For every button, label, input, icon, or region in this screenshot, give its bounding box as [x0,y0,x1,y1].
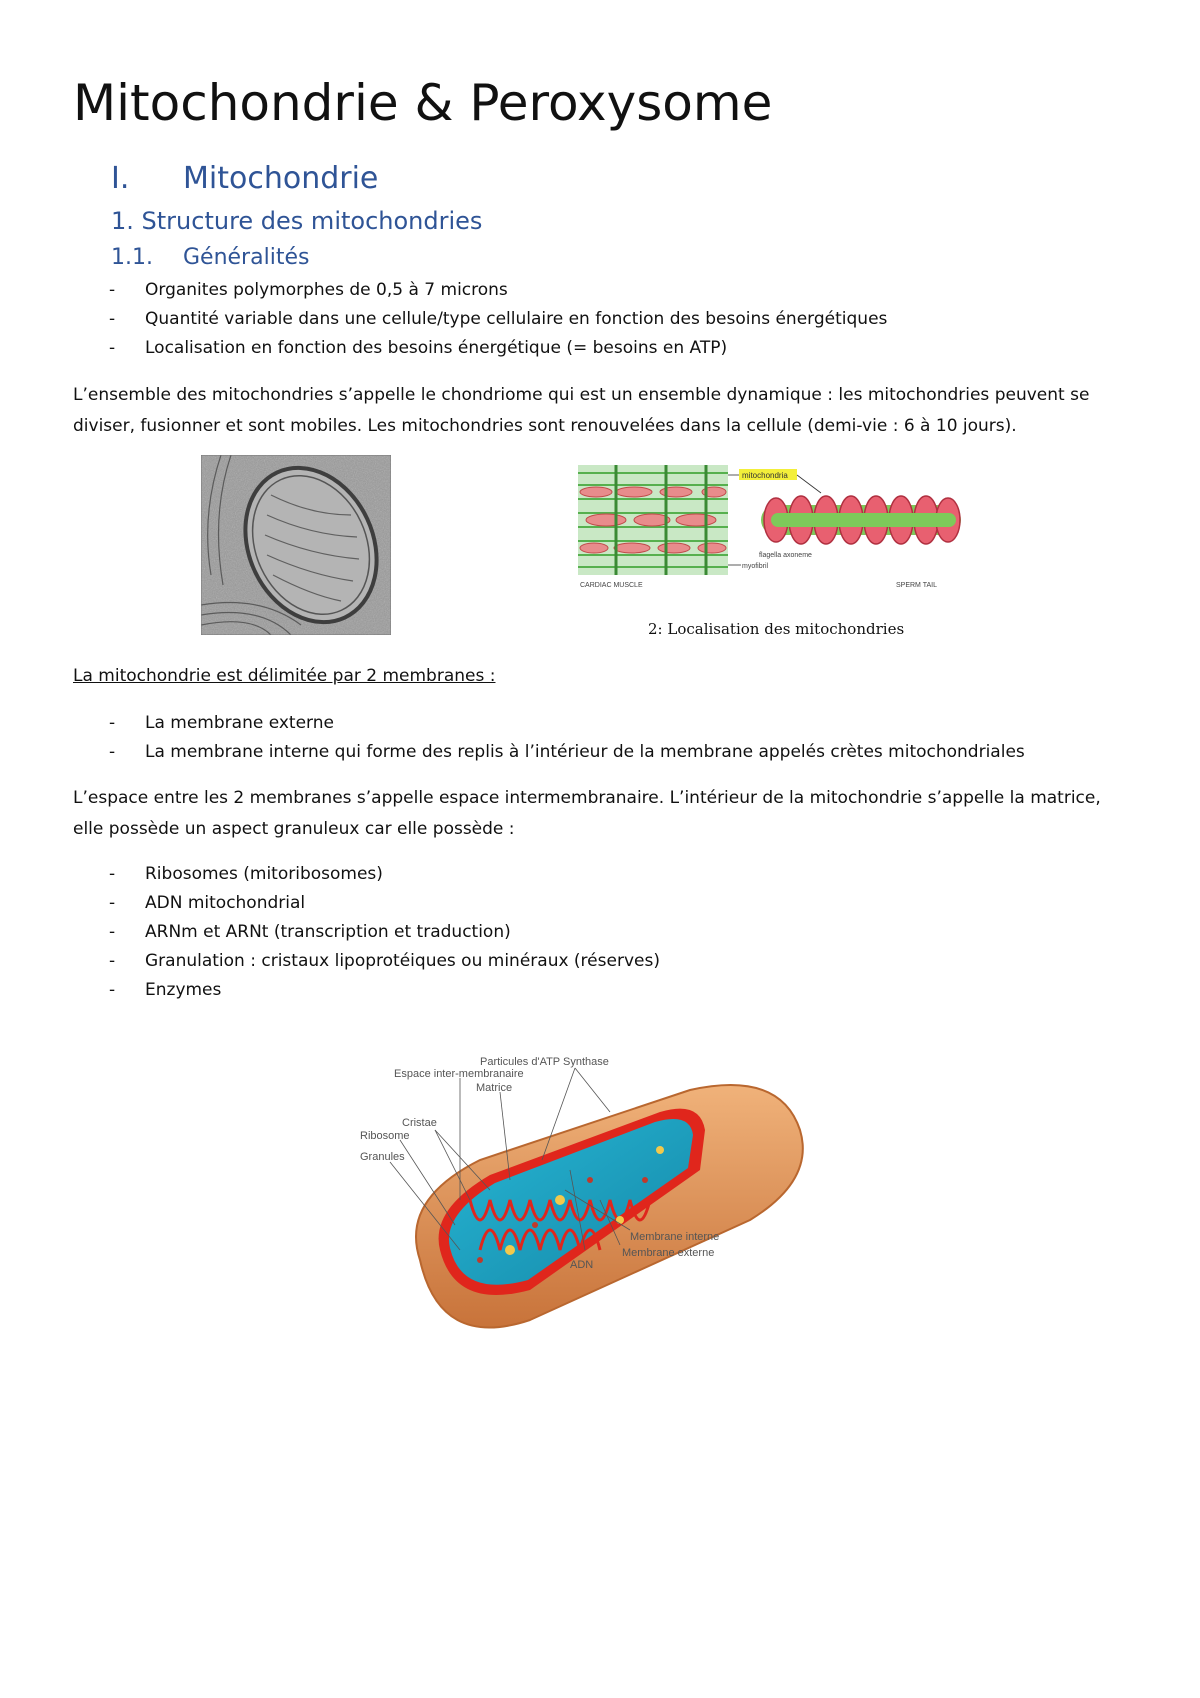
list-item [73,276,887,305]
bullet-dash: - [109,893,116,913]
list-item-text: ADN mitochondrial [145,893,306,913]
bullet-dash: - [109,742,116,762]
bullet-dash: - [109,713,116,733]
localisation-figure [576,465,976,595]
list-item [73,738,1025,767]
paragraph-chondriome: L’ensemble des mitochondries s’appelle le chondriome qui est un ensemble dynamique : les mitochondries peuvent se diviser, fusionner et sont mobiles. Les mitochondries sont renouvelées dans la cellule (demi-vie : 6 à 10 jours). [73,385,1090,436]
heading-number: I. [111,161,130,196]
mitochondrion-diagram [360,1050,820,1350]
label-matrice: Matrice [476,1082,513,1094]
bullet-dash: - [109,309,116,329]
paragraph-matrice: L’espace entre les 2 membranes s’appelle espace intermembranaire. L’intérieur de la mitochondrie s’appelle la matrice, elle possède un aspect granuleux car elle possède : [73,788,1101,839]
label-mitochondria: mitochondria [742,471,788,480]
cardiac-muscle-drawing [578,465,728,575]
membranes-list [73,709,1025,767]
label-ribosome: Ribosome [360,1130,410,1142]
list-item-text: ARNm et ARNt (transcription et traduction) [145,922,511,942]
list-item [73,334,887,363]
bullet-dash: - [109,980,116,1000]
label-cristae: Cristae [402,1117,437,1129]
list-item [73,889,660,918]
label-adn: ADN [570,1259,594,1271]
bullet-dash: - [109,280,116,300]
label-atp-synthase: Particules d'ATP Synthase [480,1056,609,1068]
list-item-text: Ribosomes (mitoribosomes) [145,864,383,884]
label-sperm-tail: SPERM TAIL [896,582,937,589]
bullet-dash: - [109,338,116,358]
label-membrane-externe: Membrane externe [622,1247,715,1259]
list-item-text: La membrane interne qui forme des replis à l’intérieur de la membrane appelés crètes mitochondriales [145,742,1025,762]
label-cardiac-muscle: CARDIAC MUSCLE [580,582,643,589]
list-item [73,709,1025,738]
list-item [73,976,660,1005]
matrice-list [73,860,660,1005]
heading-label: Généralités [183,245,310,270]
heading-label: Mitochondrie [183,161,379,196]
list-item-text: Enzymes [145,980,222,1000]
list-item-text: Granulation : cristaux lipoprotéiques ou minéraux (réserves) [145,951,660,971]
list-item-text: Localisation en fonction des besoins énergétique (= besoins en ATP) [145,338,728,358]
label-myofibril: myofibril [742,563,769,570]
bullet-dash: - [109,864,116,884]
label-granules: Granules [360,1151,405,1163]
generalites-list [73,276,887,363]
bullet-dash: - [109,922,116,942]
label-membrane-interne: Membrane interne [630,1231,720,1243]
bullet-dash: - [109,951,116,971]
list-item [73,918,660,947]
heading-section-1 [111,161,378,196]
label-espace: Espace inter-membranaire [394,1068,524,1080]
heading-generalites [111,245,309,270]
list-item [73,860,660,889]
figure-caption: 2: Localisation des mitochondries [648,620,905,638]
list-item-text: Quantité variable dans une cellule/type cellulaire en fonction des besoins énergétiques [145,309,888,329]
label-flagellar-axoneme: flagella axoneme [759,552,812,559]
list-item-text: Organites polymorphes de 0,5 à 7 microns [145,280,508,300]
heading-number: 1.1. [111,245,153,270]
list-item [73,305,887,334]
micrograph-image [201,455,391,635]
list-item-text: La membrane externe [145,713,334,733]
membranes-heading: La mitochondrie est délimitée par 2 membranes : [73,666,496,686]
document-title: Mitochondrie & Peroxysome [73,74,773,132]
heading-structure: 1. Structure des mitochondries [111,207,483,235]
list-item [73,947,660,976]
